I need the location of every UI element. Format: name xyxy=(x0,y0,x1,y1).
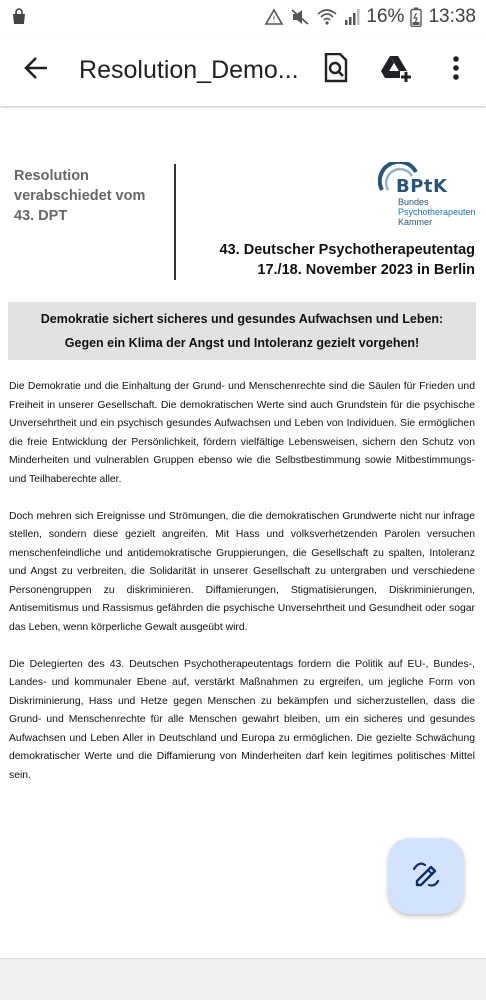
banner-line1: Demokratie sichert sicheres und gesundes Aufwachsen und Leben: xyxy=(40,312,444,326)
signal-icon xyxy=(344,8,360,26)
bptk-logo xyxy=(378,162,478,232)
recycle-warning-icon xyxy=(264,8,284,26)
status-bar xyxy=(0,0,486,34)
app-actions xyxy=(306,34,486,106)
bottom-bar xyxy=(0,958,486,1000)
banner-line2: Gegen ein Klima der Angst und Intoleranz gezielt vorgehen! xyxy=(64,336,420,350)
logo-line-kammer: Kammer xyxy=(398,217,433,227)
pdf-page[interactable] xyxy=(0,108,486,958)
logo-line-bundes: Bundes xyxy=(398,197,429,207)
add-to-drive-icon xyxy=(380,54,412,87)
annotate-fab-button[interactable] xyxy=(388,838,464,914)
add-to-drive-button[interactable] xyxy=(366,34,426,106)
battery-icon xyxy=(410,7,422,27)
paragraph: Doch mehren sich Ereignisse und Strömungen, die die demokratischen Grundwerte nicht nur infrage stellen, sondern diese gezielt angreifen. Mit Hass und volksverhetzenden Parolen versuchen menschenfeindliche und antidemokratische Gruppierungen, die Gesellschaft zu spalten, Intoleranz und Angst zu verbreiten, die Solidarität in unserer Gesellschaft zu untergraben und verschiedene Personengruppen zu diskriminieren. Diffamierungen, Stigmatisierungen, Diskriminierungen, Antisemitismus und Rassismus gefährden die psychische Unversehrtheit und Gesundheit oder sogar das Leben, wenn körperliche Gewalt ausgeübt wird. xyxy=(9,510,475,633)
more-options-button[interactable] xyxy=(426,34,486,106)
search-document-icon xyxy=(323,53,349,88)
svg-text:!: ! xyxy=(272,15,277,24)
event-title-line2: 17./18. November 2023 in Berlin xyxy=(257,262,475,278)
logo-line-psychotherapeuten: Psychotherapeuten xyxy=(398,207,476,217)
clock: 13:38 xyxy=(428,6,476,27)
document-body xyxy=(9,378,475,804)
headline-banner xyxy=(8,302,476,360)
paragraph: Die Delegierten des 43. Deutschen Psychotherapeutentags fordern die Politik auf EU-, Bundes-, Landes- und kommunaler Ebene auf, verstärkt Maßnahmen zu ergreifen, um jegliche Form von Diskriminierung, Hass und Hetze gegen Menschen zu bekämpfen und sicherzustellen, dass die Grund- und Menschenrechte für alle Menschen gewahrt bleiben, um ein sicheres und gesundes Aufwachsen und Leben Aller in Deutschland und Europa zu ermöglichen. Die gezielte Schwächung demokratischer Werte und die Diffamierung von Minderheiten darf kein legitimes politisches Mittel sein. xyxy=(9,658,475,781)
document-title: Resolution_Demo... xyxy=(79,55,299,84)
document-header xyxy=(0,108,486,288)
battery-percentage: 16% xyxy=(366,6,405,27)
edit-annotate-icon xyxy=(411,859,441,894)
logo-wordmark: BPtK xyxy=(396,176,448,197)
shopping-bag-icon xyxy=(10,8,28,26)
app-bar xyxy=(0,34,486,106)
resolution-label: Resolution verabschiedet vom 43. DPT xyxy=(14,168,146,224)
more-vert-icon xyxy=(452,55,460,86)
search-document-button[interactable] xyxy=(306,34,366,106)
mute-icon xyxy=(290,8,310,26)
header-divider xyxy=(174,164,176,280)
wifi-icon xyxy=(316,8,338,26)
status-right xyxy=(264,6,476,28)
event-title xyxy=(220,240,475,280)
event-title-line1: 43. Deutscher Psychotherapeutentag xyxy=(219,242,475,258)
status-left xyxy=(10,8,28,26)
paragraph: Die Demokratie und die Einhaltung der Grund- und Menschenrechte sind die Säulen für Frieden und Freiheit in unserer Gesellschaft. Die demokratischen Werte sind auch Grundstein für die psychische Unversehrtheit und ein psychisch gesundes Aufwachsen und Leben von Individuen. Sie ermöglichen die freie Entwicklung der Persönlichkeit, fördern vielfältige Lebensweisen, sichern den Schutz von Minderheiten und vulnerablen Gruppen ebenso wie die Selbstbestimmung sowie Mitbestimmungs- und Teilhaberechte aller. xyxy=(9,381,475,485)
arrow-back-icon xyxy=(23,55,49,86)
back-button[interactable] xyxy=(0,34,71,106)
